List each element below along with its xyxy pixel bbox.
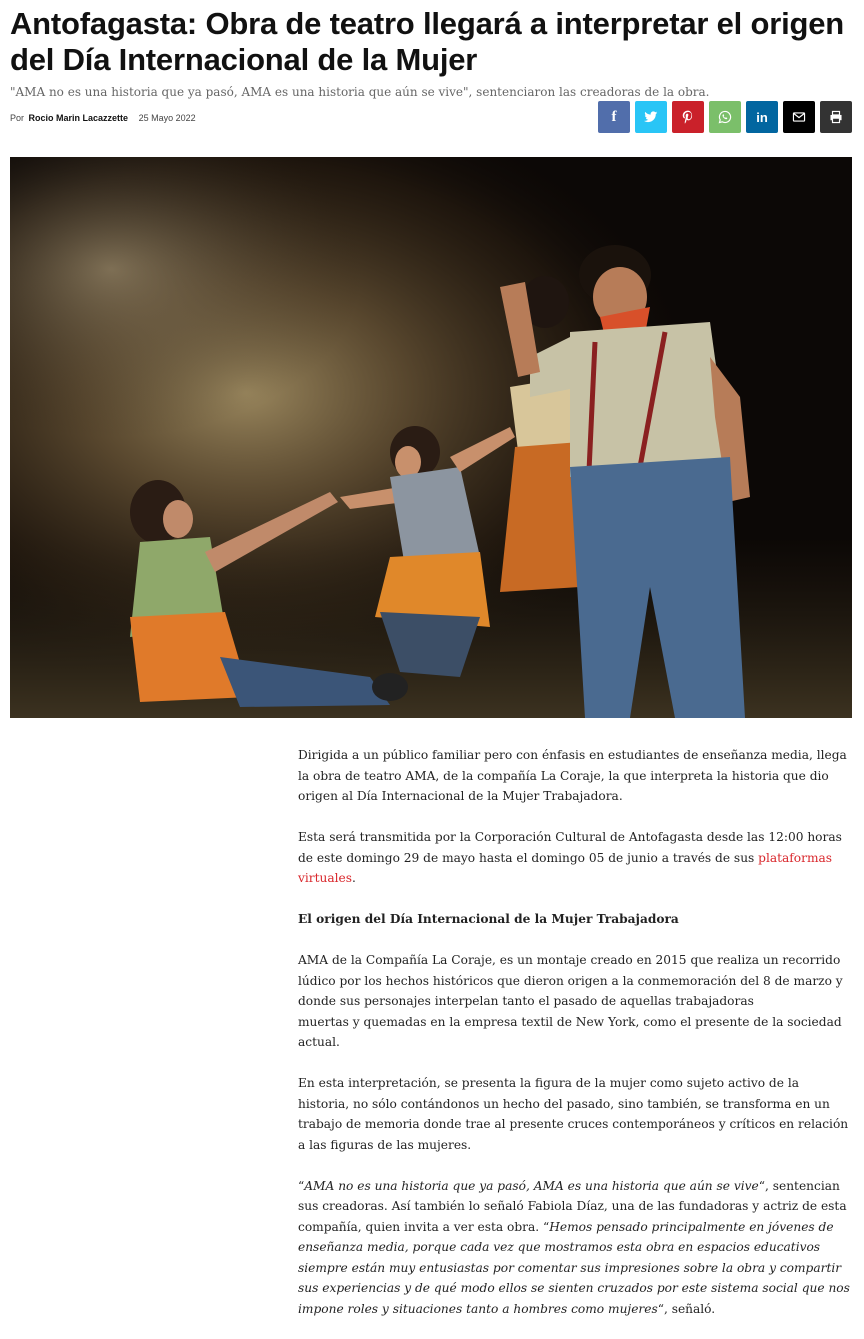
article-body — [298, 745, 850, 1339]
section-heading: El origen del Día Internacional de la Mujer Trabajadora — [298, 912, 679, 926]
virtual-platforms-link[interactable]: plataformas virtuales — [298, 850, 833, 885]
share-linkedin-button[interactable] — [746, 101, 778, 133]
print-icon — [829, 110, 843, 124]
author-link[interactable]: Rocio Marin Lacazzette — [28, 113, 129, 123]
twitter-icon — [644, 110, 658, 124]
share-whatsapp-button[interactable] — [709, 101, 741, 133]
publish-date: 25 Mayo 2022 — [138, 113, 196, 123]
quote-2: Hemos pensado principalmente en jóvenes de enseñanza media, porque cada vez que mostramos esta obra en espacios educativos siempre están muy entusiastas por comentar sus impresiones sobre la obra y compartir sus experiencias y de qué modo ellos se sienten cruzados por este sistema social que nos impone roles y situaciones tanto a hombres como mujeres — [298, 1219, 850, 1316]
article-subtitle: "AMA no es una historia que ya pasó, AMA es una historia que aún se vive", sentenciaron las creadoras de la obra. — [10, 85, 710, 99]
paragraph-4: En esta interpretación, se presenta la figura de la mujer como sujeto activo de la historia, no sólo contándonos un hecho del pasado, sino también, se transforma en un trabajo de memoria donde trae al presente cruces contemporáneos y críticos en relación a las figuras de las mujeres. — [298, 1076, 849, 1152]
share-twitter-button[interactable] — [635, 101, 667, 133]
share-email-button[interactable] — [783, 101, 815, 133]
print-button[interactable] — [820, 101, 852, 133]
article-meta — [10, 111, 196, 125]
hero-image — [10, 157, 852, 718]
article-title: Antofagasta: Obra de teatro llegará a interpretar el origen del Día Internacional de la Mujer — [10, 6, 845, 77]
paragraph-2: Esta será transmitida por la Corporación Cultural de Antofagasta desde las 12:00 horas de este domingo 29 de mayo hasta el domingo 05 de junio a través de sus plataformas virtuales. — [298, 830, 842, 885]
pinterest-icon — [681, 110, 695, 124]
linkedin-icon: in — [756, 109, 768, 125]
paragraph-1: Dirigida a un público familiar pero con énfasis en estudiantes de enseñanza media, llega la obra de teatro AMA, de la compañía La Coraje, la que interpreta la historia que dio origen al Día Internacional de la Mujer Trabajadora. — [298, 748, 847, 803]
paragraph-3: AMA de la Compañía La Coraje, es un montaje creado en 2015 que realiza un recorrido lúdico por los hechos históricos que dieron origen a la conmemoración del 8 de marzo y donde sus personajes interpelan tanto el pasado de aquellas trabajadoras muertas y quemadas en la empresa textil de New York, como el presente de la sociedad actual. — [298, 953, 843, 1049]
share-bar — [598, 101, 852, 133]
quote-1: AMA no es una historia que ya pasó, AMA es una historia que aún se vive — [304, 1178, 759, 1193]
theater-photo — [10, 157, 852, 718]
whatsapp-icon — [718, 110, 732, 124]
byline-prefix: Por — [10, 113, 25, 123]
facebook-icon: f — [611, 108, 617, 125]
email-icon — [792, 110, 806, 124]
paragraph-5: “AMA no es una historia que ya pasó, AMA es una historia que aún se vive“, sentencian sus creadoras. Así también lo señaló Fabiola Díaz, una de las fundadoras y actriz de esta compañía, quien invita a ver esta obra. “Hemos pensado principalmente en jóvenes de enseñanza media, porque cada vez que mostramos esta obra en espacios educativos siempre están muy entusiastas por comentar sus impresiones sobre la obra y compartir sus experiencias y de qué modo ellos se sienten cruzados por este sistema social que nos impone roles y situaciones tanto a hombres como mujeres“, señaló. — [298, 1178, 850, 1316]
share-pinterest-button[interactable] — [672, 101, 704, 133]
share-facebook-button[interactable] — [598, 101, 630, 133]
